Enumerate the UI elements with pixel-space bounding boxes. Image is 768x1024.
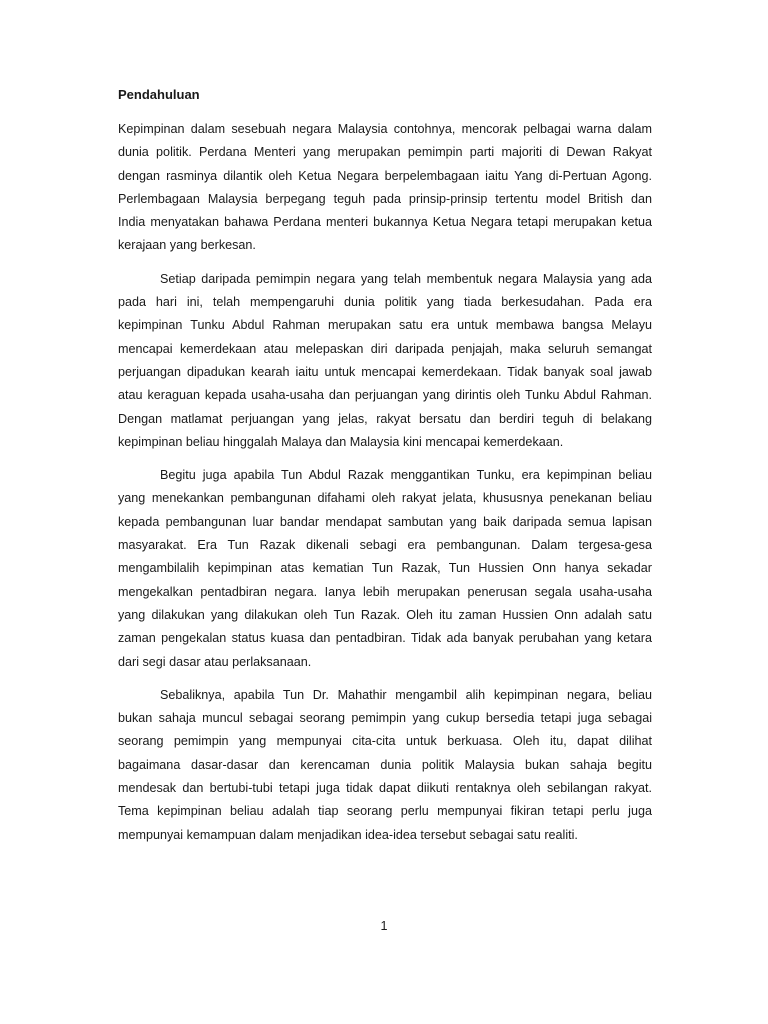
text-line: Kepimpinan dalam sesebuah negara Malaysia contohnya, mencorak pelbagai warna dalam: [118, 122, 652, 136]
paragraph: [118, 464, 652, 674]
text-line: kepada pembangunan luar bandar mendapat sambutan yang baik daripada semua lapisan: [118, 514, 652, 529]
text-line: bukan sahaja muncul sebagai seorang pemimpin yang cukup bersedia tetapi juga sebagai: [118, 711, 652, 726]
document-page: [118, 84, 652, 857]
text-line: pada hari ini, telah mempengaruhi dunia politik yang tiada berkesudahan. Pada era: [118, 295, 652, 310]
text-line: dunia politik. Perdana Menteri yang merupakan pemimpin parti majoriti di Dewan Rakyat: [118, 145, 652, 160]
text-line: India menyatakan bahawa Perdana menteri bukannya Ketua Negara tetapi merupakan ketua: [118, 215, 652, 230]
paragraph-container: [118, 118, 652, 847]
text-line: Sebaliknya, apabila Tun Dr. Mahathir mengambil alih kepimpinan negara, beliau: [160, 687, 652, 702]
text-line: masyarakat. Era Tun Razak dikenali sebagi era pembangunan. Dalam tergesa-gesa: [118, 538, 652, 553]
text-line: kepimpinan Tunku Abdul Rahman merupakan satu era untuk membawa bangsa Melayu: [118, 318, 652, 333]
text-line: Begitu juga apabila Tun Abdul Razak menggantikan Tunku, era kepimpinan beliau: [160, 468, 652, 483]
paragraph: [118, 118, 652, 258]
text-line: atau keraguan kepada usaha-usaha dan perjuangan yang dirintis oleh Tunku Abdul Rahman.: [118, 388, 652, 403]
text-line: yang menekankan pembangunan difahami oleh rakyat jelata, khususnya penekanan beliau: [118, 491, 652, 506]
text-line: dengan rasminya dilantik oleh Ketua Negara berpelembagaan iaitu Yang di-Pertuan Agong.: [118, 168, 652, 183]
paragraph: [118, 684, 652, 847]
text-line: kepimpinan beliau hinggalah Malaya dan Malaysia kini mencapai kemerdekaan.: [118, 434, 564, 449]
section-heading: Pendahuluan: [118, 87, 200, 102]
text-line: mendesak dan bertubi-tubi tetapi juga tidak dapat diikuti rentaknya oleh sebilangan rakyat.: [118, 781, 652, 796]
page-number: 1: [380, 919, 388, 933]
text-line: Perlembagaan Malaysia berpegang teguh pada prinsip-prinsip tertentu model British dan: [118, 191, 652, 206]
text-line: Dengan matlamat perjuangan yang jelas, rakyat bersatu dan berdiri teguh di belakang: [118, 411, 652, 426]
text-line: zaman pengekalan status kuasa dan pentadbiran. Tidak ada banyak perubahan yang ketara: [118, 631, 652, 646]
text-line: kerajaan yang berkesan.: [118, 238, 256, 253]
text-line: mencapai kemerdekaan atau melepaskan diri daripada penjajah, maka seluruh semangat: [118, 341, 652, 356]
text-line: mengekalkan pentadbiran negara. Ianya lebih merupakan penerusan segala usaha-usaha: [118, 584, 652, 599]
text-line: mengambilalih kepimpinan atas kematian Tun Razak, Tun Hussien Onn hanya sekadar: [118, 561, 652, 576]
text-line: Tema kepimpinan beliau adalah tiap seorang perlu mempunyai fikiran tetapi perlu juga: [118, 804, 652, 819]
text-line: dari segi dasar atau perlaksanaan.: [118, 654, 312, 669]
text-line: bagaimana dasar-dasar dan kerencaman dunia politik Malaysia bukan sahaja begitu: [118, 757, 652, 772]
text-line: perjuangan dipadukan kearah iaitu untuk mencapai kemerdekaan. Tidak banyak soal jawab: [118, 364, 652, 379]
text-line: Setiap daripada pemimpin negara yang telah membentuk negara Malaysia yang ada: [160, 271, 652, 286]
text-line: seorang pemimpin yang mempunyai cita-cita untuk berkuasa. Oleh itu, dapat dilihat: [118, 734, 652, 749]
text-line: yang dilakukan yang dilakukan oleh Tun Razak. Oleh itu zaman Hussien Onn adalah satu: [118, 607, 652, 622]
text-line: mempunyai kemampuan dalam menjadikan idea-idea tersebut sebagai satu realiti.: [118, 827, 578, 842]
paragraph: [118, 268, 652, 454]
